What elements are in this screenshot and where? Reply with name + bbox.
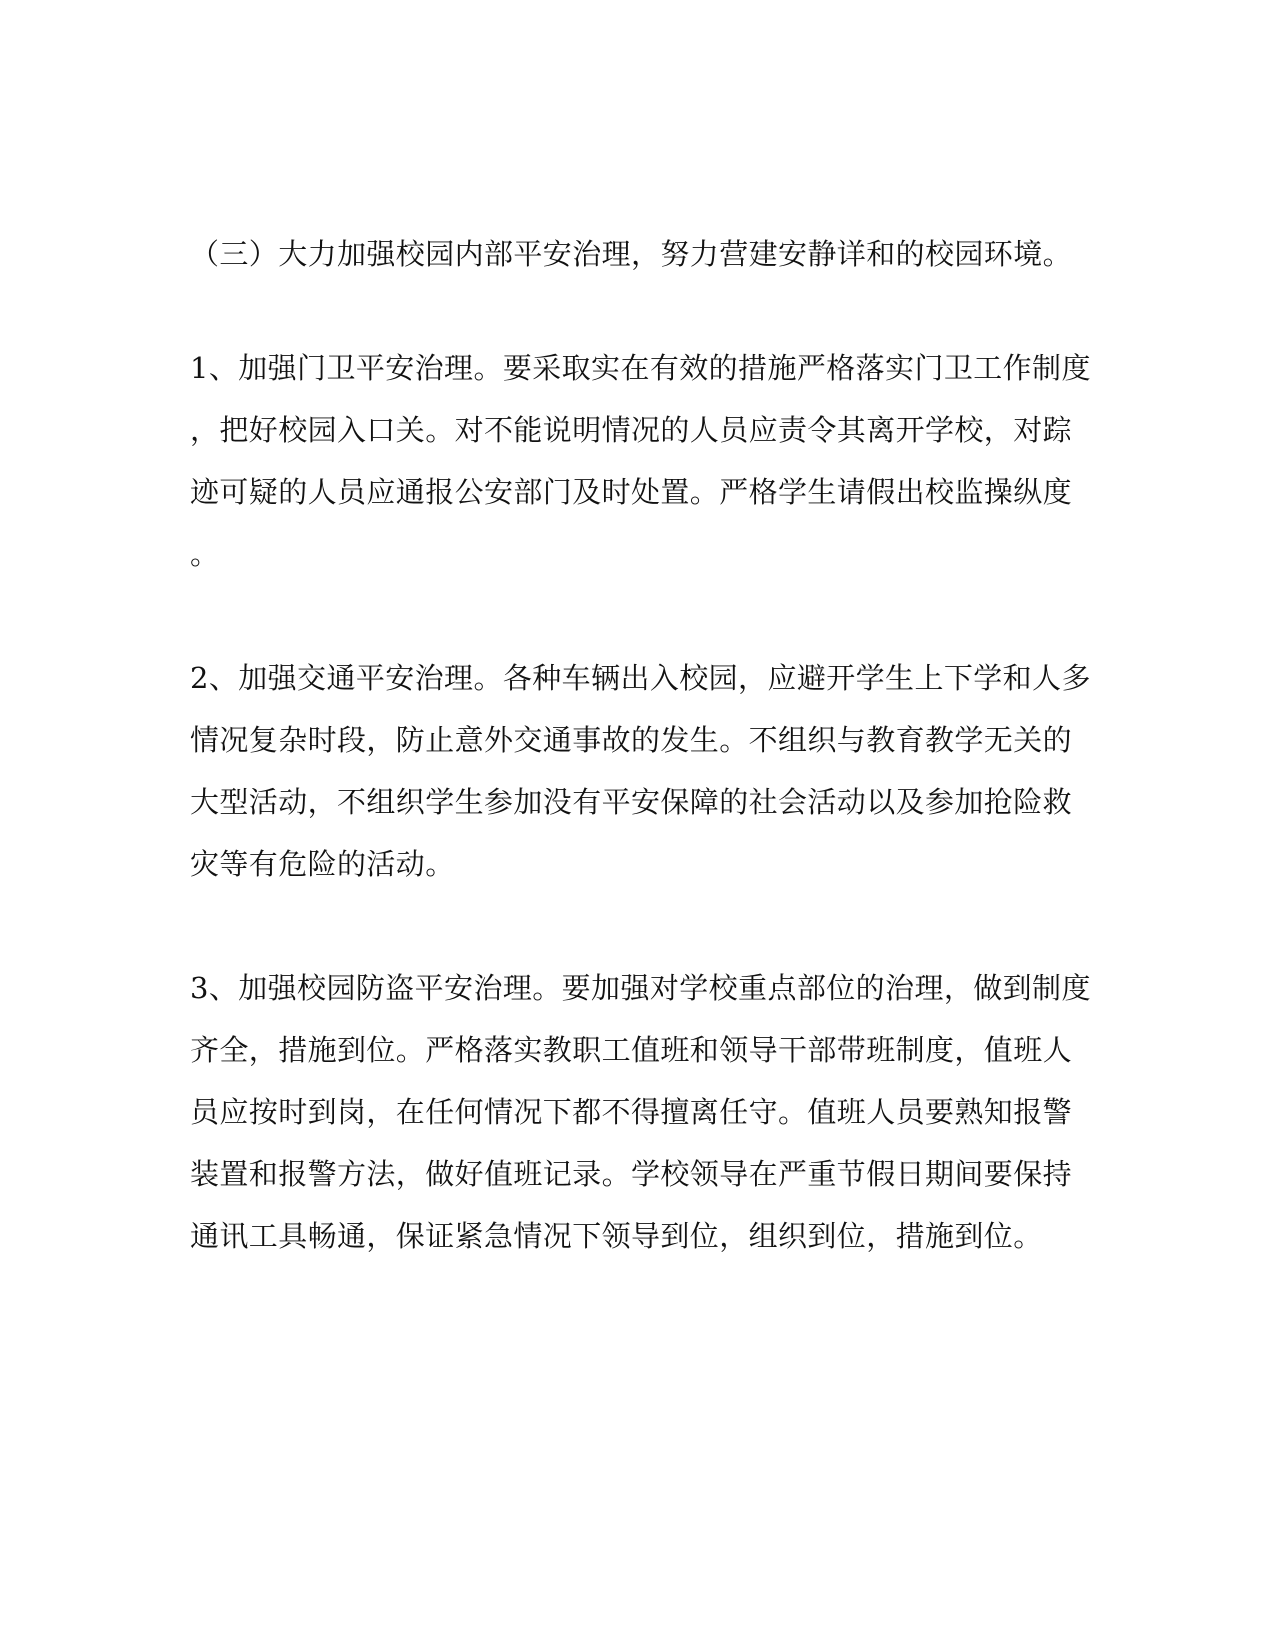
paragraph-3-line-4: 装置和报警方法，做好值班记录。学校领导在严重节假日期间要保持 <box>190 1157 1073 1191</box>
paragraph-2-line-4: 灾等有危险的活动。 <box>190 847 455 881</box>
paragraph-3-line-5: 通讯工具畅通，保证紧急情况下领导到位，组织到位，措施到位。 <box>190 1219 1043 1253</box>
paragraph-1-line-3: 迹可疑的人员应通报公安部门及时处置。严格学生请假出校监操纵度 <box>190 475 1073 509</box>
paragraph-3-line-1: 3、加强校园防盗平安治理。要加强对学校重点部位的治理，做到制度 <box>190 971 1091 1005</box>
paragraph-2-line-1: 2、加强交通平安治理。各种车辆出入校园，应避开学生上下学和人多 <box>190 661 1091 695</box>
paragraph-1-line-4: 。 <box>190 537 220 571</box>
paragraph-1-line-2: ，把好校园入口关。对不能说明情况的人员应责令其离开学校，对踪 <box>190 413 1073 447</box>
paragraph-1-line-1: 1、加强门卫平安治理。要采取实在有效的措施严格落实门卫工作制度 <box>190 351 1091 385</box>
paragraph-2-line-3: 大型活动，不组织学生参加没有平安保障的社会活动以及参加抢险救 <box>190 785 1073 819</box>
paragraph-3-line-2: 齐全，措施到位。严格落实教职工值班和领导干部带班制度，值班人 <box>190 1033 1073 1067</box>
paragraph-2-line-2: 情况复杂时段，防止意外交通事故的发生。不组织与教育教学无关的 <box>190 723 1073 757</box>
section-heading: （三）大力加强校园内部平安治理，努力营建安静详和的校园环境。 <box>190 237 1073 271</box>
paragraph-3-line-3: 员应按时到岗，在任何情况下都不得擅离任守。值班人员要熟知报警 <box>190 1095 1073 1129</box>
